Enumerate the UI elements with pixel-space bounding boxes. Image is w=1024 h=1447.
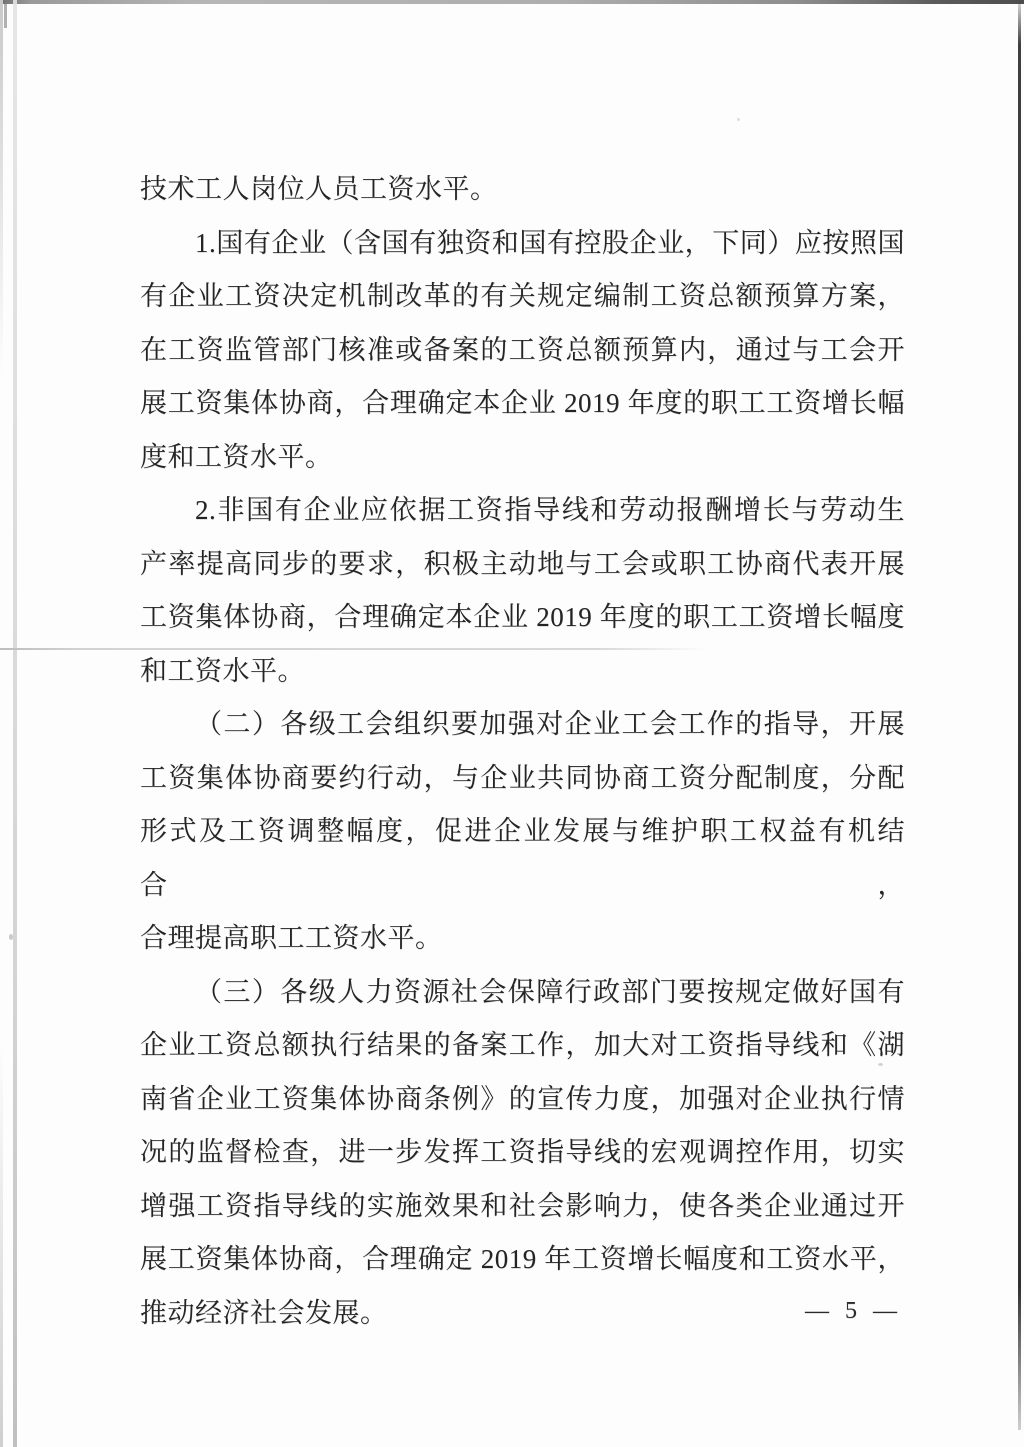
text-line: 在工资监管部门核准或备案的工资总额预算内，通过与工会开 <box>140 334 905 365</box>
text-line: 产率提高同步的要求，积极主动地与工会或职工协商代表开展 <box>140 548 905 579</box>
text-line: 企业工资总额执行结果的备案工作，加大对工资指导线和《湖 <box>140 1030 905 1060</box>
text-line: 况的监督检查，进一步发挥工资指导线的宏观调控作用，切实 <box>140 1137 905 1167</box>
text-line: 技术工人岗位人员工资水平。 <box>140 174 498 204</box>
text-line: 形式及工资调整幅度，促进企业发展与维护职工权益有机结合， <box>140 816 905 900</box>
page-number: — 5 — <box>805 1298 902 1324</box>
document-text-block <box>140 163 905 1340</box>
text-line: 2.非国有企业应依据工资指导线和劳动报酬增长与劳动生 <box>195 495 905 525</box>
text-line: （三）各级人力资源社会保障行政部门要按规定做好国有 <box>195 976 905 1007</box>
scan-left-edge-shade <box>0 0 3 1447</box>
text-line: 1.国有企业（含国有独资和国有控股企业，下同）应按照国 <box>195 227 905 258</box>
scan-edge-top-tick <box>4 4 7 28</box>
text-line: 度和工资水平。 <box>140 441 333 472</box>
text-line: 增强工资指导线的实施效果和社会影响力，使各类企业通过开 <box>140 1190 905 1221</box>
text-line: 展工资集体协商，合理确定 2019 年工资增长幅度和工资水平， <box>140 1244 905 1274</box>
text-line: 展工资集体协商，合理确定本企业 2019 年度的职工工资增长幅 <box>140 388 905 418</box>
text-line: 推动经济社会发展。 <box>140 1297 388 1328</box>
text-line: （二）各级工会组织要加强对企业工会工作的指导，开展 <box>195 709 905 739</box>
text-line: 和工资水平。 <box>140 655 305 686</box>
text-line: 工资集体协商，合理确定本企业 2019 年度的职工工资增长幅度 <box>140 602 905 632</box>
scan-left-seam-line <box>13 0 17 1447</box>
text-line: 合理提高职工工资水平。 <box>140 923 443 953</box>
scan-speck <box>9 934 13 940</box>
text-line: 南省企业工资集体协商条例》的宣传力度，加强对企业执行情 <box>140 1083 905 1114</box>
scan-right-edge-line <box>1018 2 1021 1430</box>
scan-edge-top <box>0 0 1024 4</box>
scan-speck <box>737 118 740 121</box>
text-line: 工资集体协商要约行动，与企业共同协商工资分配制度，分配 <box>140 762 905 793</box>
text-line: 有企业工资决定机制改革的有关规定编制工资总额预算方案， <box>140 281 905 311</box>
